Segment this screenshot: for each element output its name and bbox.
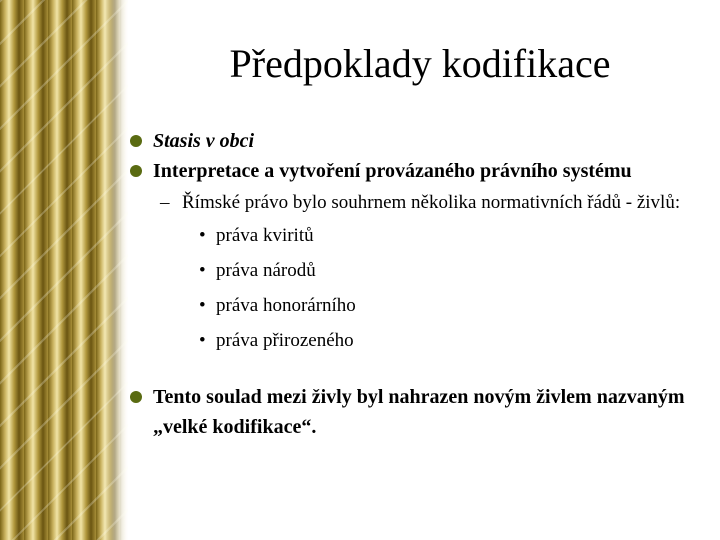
sub-sub-bullet-text: práva honorárního — [216, 295, 356, 316]
bullet-text: Tento soulad mezi živly byl nahrazen novým živlem nazvaným „velké kodifikace“. — [153, 386, 685, 438]
sub-sub-bullet-text: práva přirozeného — [216, 330, 354, 351]
round-bullet-icon — [130, 165, 142, 177]
dot-bullet-icon: • — [199, 295, 206, 316]
round-bullet-icon — [130, 391, 142, 403]
decorative-gold-border — [0, 0, 128, 540]
bullet-text: Interpretace a vytvoření provázaného právního systému — [153, 160, 632, 182]
bullet-item — [128, 382, 708, 442]
dot-bullet-icon: • — [199, 260, 206, 281]
dash-bullet-icon: – — [160, 192, 170, 213]
dot-bullet-icon: • — [199, 225, 206, 246]
sub-sub-bullet-item — [128, 218, 708, 253]
sub-sub-bullet-text: práva kviritů — [216, 225, 314, 246]
round-bullet-icon — [130, 135, 142, 147]
sub-sub-bullet-item — [128, 253, 708, 288]
sub-bullet-item — [128, 188, 708, 218]
bullet-item — [128, 126, 708, 156]
dot-bullet-icon: • — [199, 330, 206, 351]
sub-sub-bullet-item — [128, 323, 708, 358]
spacer — [128, 358, 708, 382]
slide-content — [128, 126, 708, 442]
slide-title: Předpoklady kodifikace — [229, 41, 611, 86]
bullet-item — [128, 156, 708, 186]
sub-sub-bullet-text: práva národů — [216, 260, 316, 281]
sub-bullet-text: Římské právo bylo souhrnem několika normativních řádů - živlů: — [182, 192, 681, 213]
sub-sub-bullet-item — [128, 288, 708, 323]
bullet-text: Stasis v obci — [153, 130, 255, 152]
